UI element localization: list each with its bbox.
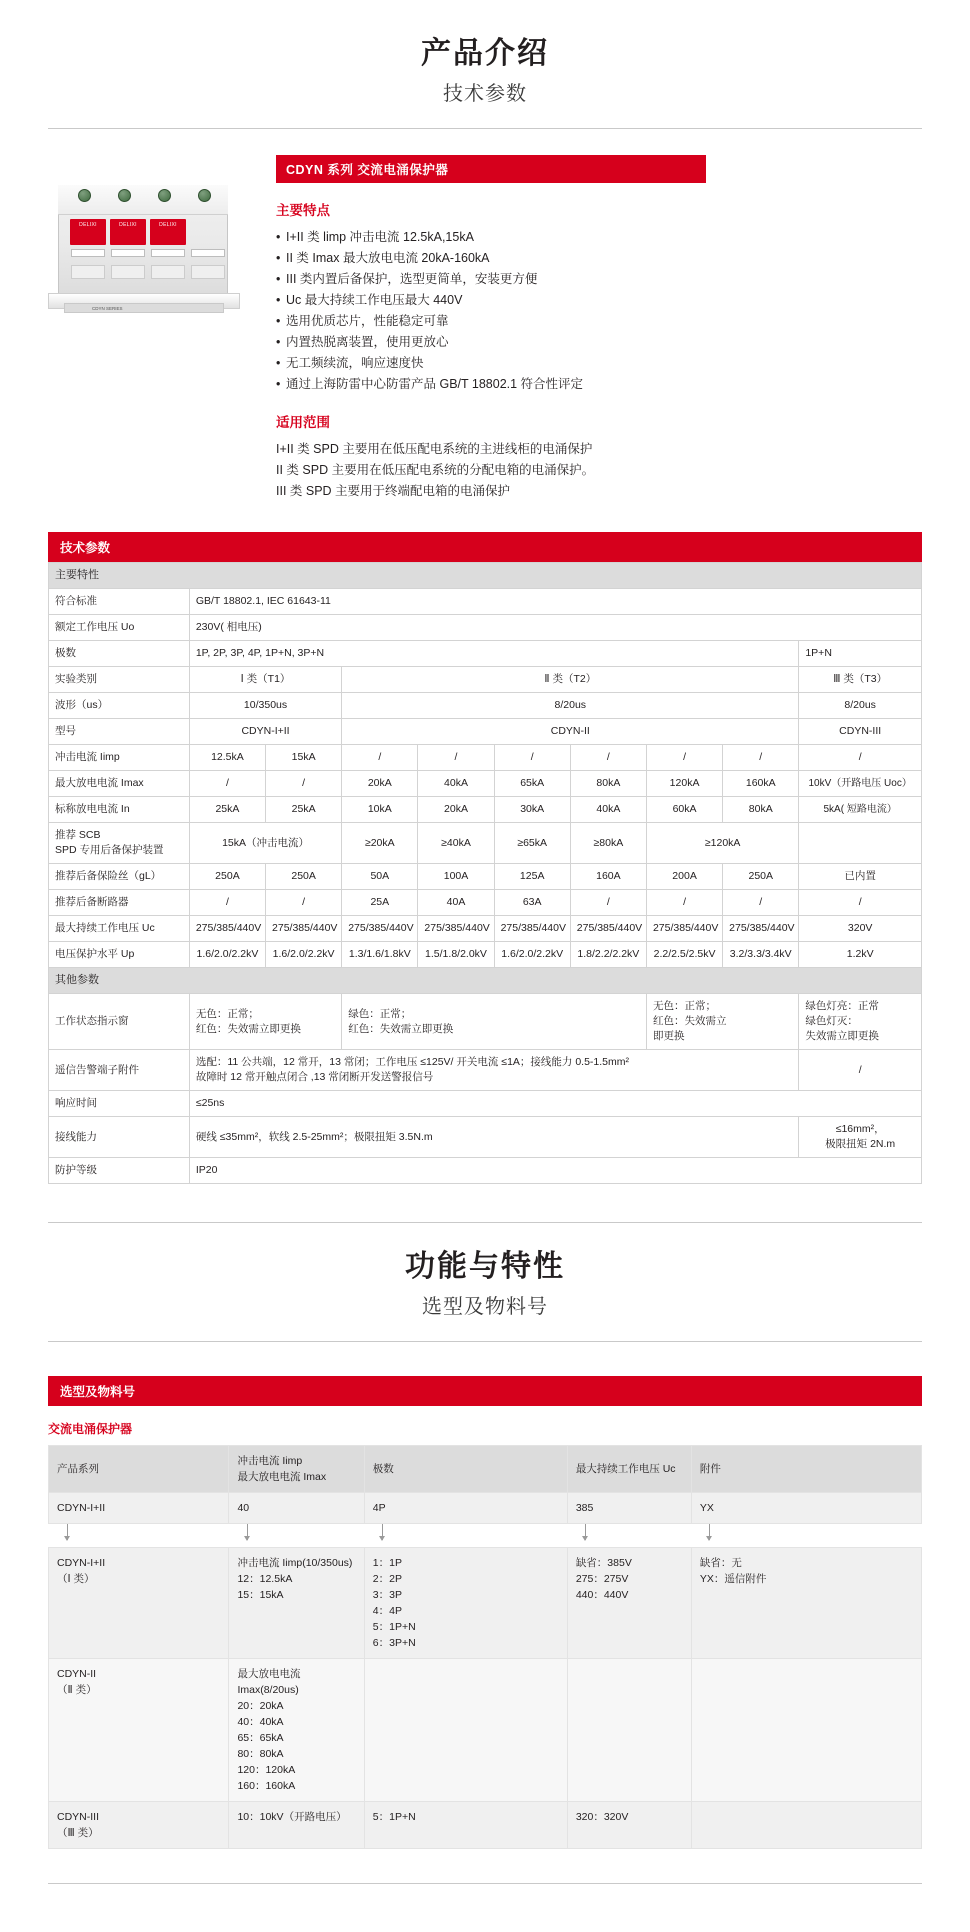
table-row — [49, 615, 922, 641]
cell-line1: 1：1P — [372, 1557, 402, 1569]
product-text — [266, 155, 922, 502]
cell: 硬线 ≤35mm²，软线 2.5-25mm²；极限扭矩 3.5N.m — [189, 1117, 799, 1158]
cell: 12.5kA — [189, 745, 265, 771]
cell-line2: （Ⅱ 类） — [57, 1684, 97, 1696]
brand-label: DELIXI — [79, 222, 97, 228]
second-title-block — [0, 1223, 970, 1319]
cell-line2: 红色：失效需立即更换 — [195, 1022, 301, 1035]
cell — [342, 994, 647, 1050]
cell: 275/385/440V — [723, 916, 799, 942]
cell: 5：1P+N — [364, 1802, 567, 1849]
table-row — [49, 797, 922, 823]
list-item: I+II 类 SPD 主要用在低压配电系统的主进线柜的电涌保护 — [276, 442, 593, 456]
row-label: 工作状态指示窗 — [49, 994, 190, 1050]
cell — [49, 1548, 229, 1659]
cell: CDYN-I+II — [49, 1493, 229, 1524]
cell — [799, 1117, 922, 1158]
row-label-line2: SPD 专用后备保护装置 — [55, 844, 164, 856]
cell-line2: YX：遥信附件 — [699, 1573, 767, 1585]
cell: 120kA — [646, 771, 722, 797]
table-row — [49, 1548, 922, 1659]
table-row — [49, 1659, 922, 1802]
cell: 65kA — [494, 771, 570, 797]
cell-line1: CDYN-III — [57, 1811, 99, 1823]
cell: 250A — [189, 864, 265, 890]
cell: / — [646, 890, 722, 916]
row-label: 实验类别 — [49, 667, 190, 693]
cell: / — [646, 745, 722, 771]
cell: CDYN-III — [799, 719, 922, 745]
cell: 10kV（开路电压 Uoc） — [799, 771, 922, 797]
arrow-down-icon — [247, 1524, 248, 1540]
list-item: II 类 SPD 主要用在低压配电系统的分配电箱的电涌保护。 — [276, 463, 595, 477]
cell: 320：320V — [567, 1802, 691, 1849]
selection-section-title: 选型及物料号 — [48, 1376, 922, 1406]
cell: 1.8/2.2/2.2kV — [570, 942, 646, 968]
cell: 40kA — [570, 797, 646, 823]
cell-line1: 绿色：正常； — [348, 1007, 412, 1020]
cell: 160kA — [723, 771, 799, 797]
cell: / — [799, 890, 922, 916]
page-title: 产品介绍 — [421, 37, 549, 70]
cell-line5: 80：80kA — [237, 1748, 284, 1760]
column-header — [229, 1446, 364, 1493]
cell: / — [799, 745, 922, 771]
table-row — [49, 745, 922, 771]
cell-line1: 无色：正常； — [195, 1007, 259, 1020]
cell: 3.2/3.3/3.4kV — [723, 942, 799, 968]
cell: 10kA — [342, 797, 418, 823]
row-label: 推荐后备断路器 — [49, 890, 190, 916]
features-heading: 主要特点 — [276, 203, 330, 218]
cell: 5kA( 短路电流） — [799, 797, 922, 823]
arrow-down-icon — [382, 1524, 383, 1540]
cell: YX — [691, 1493, 921, 1524]
row-value: 1P, 2P, 3P, 4P, 1P+N, 3P+N — [189, 641, 799, 667]
row-label: 电压保护水平 Up — [49, 942, 190, 968]
row-label: 额定工作电压 Uo — [49, 615, 190, 641]
list-item: • 选用优质芯片，性能稳定可靠 — [276, 311, 922, 332]
cell-line2: （Ⅲ 类） — [57, 1827, 99, 1839]
cell — [567, 1659, 691, 1802]
row-label-line1: 推荐 SCB — [55, 829, 101, 841]
table-row — [49, 1524, 922, 1548]
arrow-cell — [49, 1524, 229, 1548]
cell: 1.6/2.0/2.2kV — [494, 942, 570, 968]
cell: 20kA — [418, 797, 494, 823]
cell: Ⅰ 类（T1） — [189, 667, 341, 693]
cell — [189, 1050, 799, 1091]
cell: ≥40kA — [418, 823, 494, 864]
footer-spacer — [0, 1884, 970, 1932]
page-title-block — [0, 0, 970, 106]
cell — [799, 823, 922, 864]
product-image — [48, 155, 266, 502]
table-row — [49, 771, 922, 797]
cell-line2: 2：2P — [372, 1573, 402, 1585]
table-row — [49, 693, 922, 719]
cell: 25kA — [266, 797, 342, 823]
cell: / — [723, 745, 799, 771]
cell: / — [570, 890, 646, 916]
cell — [799, 994, 922, 1050]
table-row — [49, 719, 922, 745]
table-row — [49, 641, 922, 667]
cell-line1: 缺省：385V — [575, 1557, 632, 1569]
column-header: 最大持续工作电压 Uc — [567, 1446, 691, 1493]
cell: 20kA — [342, 771, 418, 797]
cell: 15kA（冲击电流） — [189, 823, 341, 864]
list-item: • I+II 类 limp 冲击电流 12.5kA,15kA — [276, 227, 922, 248]
cell: 8/20us — [799, 693, 922, 719]
cell: 已内置 — [799, 864, 922, 890]
arrow-down-icon — [67, 1524, 68, 1540]
table-row — [49, 916, 922, 942]
row-label: 接线能力 — [49, 1117, 190, 1158]
column-header-line1: 冲击电流 Iimp — [237, 1455, 303, 1467]
row-label: 标称放电电流 In — [49, 797, 190, 823]
cell-line1: 无色：正常； — [652, 1000, 716, 1012]
cell-line1: 最大放电电流 Imax(8/20us) — [237, 1668, 301, 1696]
cell: / — [266, 771, 342, 797]
cell: Ⅲ 类（T3） — [799, 667, 922, 693]
page-subtitle: 技术参数 — [443, 83, 527, 105]
cell-line3: 15：15kA — [237, 1589, 284, 1601]
features-list — [276, 227, 922, 395]
cell: 200A — [646, 864, 722, 890]
cell — [691, 1802, 921, 1849]
table-row — [49, 1158, 922, 1184]
cell: / — [723, 890, 799, 916]
cell-line2: （Ⅰ 类） — [57, 1573, 95, 1585]
cell: 30kA — [494, 797, 570, 823]
cell — [567, 1548, 691, 1659]
table-row — [49, 942, 922, 968]
table-row — [49, 890, 922, 916]
cell: ≤25ns — [189, 1091, 921, 1117]
cell: 250A — [723, 864, 799, 890]
cell-line1: 冲击电流 Iimp(10/350us) — [237, 1557, 353, 1569]
cell: Ⅱ 类（T2） — [342, 667, 799, 693]
cell-line6: 6：3P+N — [372, 1637, 416, 1649]
cell-line6: 120：120kA — [237, 1764, 296, 1776]
row-label: 符合标准 — [49, 589, 190, 615]
cell — [229, 1548, 364, 1659]
arrow-cell — [691, 1524, 921, 1548]
cell: 275/385/440V — [570, 916, 646, 942]
cell: 1.6/2.0/2.2kV — [266, 942, 342, 968]
cell — [691, 1659, 921, 1802]
cell — [364, 1548, 567, 1659]
row-label: 最大持续工作电压 Uc — [49, 916, 190, 942]
cell-line2: 红色：失效需立即更换 — [348, 1022, 454, 1035]
cell-line1: CDYN-II — [57, 1668, 97, 1680]
cell: 320V — [799, 916, 922, 942]
spec-group-1: 主要特性 — [49, 563, 922, 589]
selection-table — [48, 1445, 922, 1849]
cell: 275/385/440V — [418, 916, 494, 942]
second-page-title: 功能与特性 — [405, 1250, 565, 1283]
cell: / — [189, 771, 265, 797]
cell-line3: 3：3P — [372, 1589, 402, 1601]
column-header: 极数 — [364, 1446, 567, 1493]
cell: 125A — [494, 864, 570, 890]
table-row — [49, 1117, 922, 1158]
cell: ≥120kA — [646, 823, 798, 864]
list-item: III 类 SPD 主要用于终端配电箱的电涌保护 — [276, 484, 511, 498]
cell — [49, 1802, 229, 1849]
row-value-last: 1P+N — [799, 641, 922, 667]
cell-line1: 绿色灯亮：正常 — [805, 1000, 879, 1012]
table-row — [49, 1493, 922, 1524]
cell: / — [266, 890, 342, 916]
table-row — [49, 1091, 922, 1117]
cell: 25A — [342, 890, 418, 916]
row-label: 波形（us） — [49, 693, 190, 719]
cell: CDYN-I+II — [189, 719, 341, 745]
cell: 40A — [418, 890, 494, 916]
row-label: 防护等级 — [49, 1158, 190, 1184]
cell-line2: 红色：失效需立 — [652, 1015, 727, 1027]
scope-list — [276, 439, 922, 502]
cell: / — [799, 1050, 922, 1091]
arrow-down-icon — [585, 1524, 586, 1540]
cell — [646, 994, 798, 1050]
cell: 60kA — [646, 797, 722, 823]
cell: 80kA — [723, 797, 799, 823]
arrow-cell — [229, 1524, 364, 1548]
cell: 275/385/440V — [646, 916, 722, 942]
second-header-divider — [48, 1341, 922, 1342]
list-item: • 无工频续流，响应速度快 — [276, 353, 922, 374]
list-item: • Uc 最大持续工作电压最大 440V — [276, 290, 922, 311]
row-value: 230V( 相电压) — [189, 615, 921, 641]
cell-line2: 20：20kA — [237, 1700, 284, 1712]
cell: / — [570, 745, 646, 771]
table-row — [49, 667, 922, 693]
cell-line7: 160：160kA — [237, 1780, 296, 1792]
cell: 10/350us — [189, 693, 341, 719]
cell — [364, 1659, 567, 1802]
cell: ≥65kA — [494, 823, 570, 864]
arrow-down-icon — [709, 1524, 710, 1540]
spec-table — [48, 562, 922, 1184]
cell: 8/20us — [342, 693, 799, 719]
table-row — [49, 1802, 922, 1849]
table-row — [49, 968, 922, 994]
cell: 275/385/440V — [342, 916, 418, 942]
cell: ≥20kA — [342, 823, 418, 864]
list-item: • II 类 Imax 最大放电电流 20kA-160kA — [276, 248, 922, 269]
cell: 1.3/1.6/1.8kV — [342, 942, 418, 968]
cell-line3: 即更换 — [652, 1030, 685, 1042]
row-label: 型号 — [49, 719, 190, 745]
cell: 100A — [418, 864, 494, 890]
cell-line4: 4：4P — [372, 1605, 402, 1617]
cell: / — [494, 745, 570, 771]
spec-section-title: 技术参数 — [48, 532, 922, 562]
cell: 250A — [266, 864, 342, 890]
cell: CDYN-II — [342, 719, 799, 745]
cell — [229, 1659, 364, 1802]
scope-heading: 适用范围 — [276, 415, 330, 430]
cell: ≥80kA — [570, 823, 646, 864]
cell: 50A — [342, 864, 418, 890]
row-label — [49, 823, 190, 864]
cell: / — [342, 745, 418, 771]
table-row — [49, 1050, 922, 1091]
table-row — [49, 1446, 922, 1493]
cell-line2: 绿色灯灭： — [805, 1015, 858, 1027]
cell: / — [418, 745, 494, 771]
cell-line3: 40：40kA — [237, 1716, 284, 1728]
cell: 80kA — [570, 771, 646, 797]
spec-group-2: 其他参数 — [49, 968, 922, 994]
list-item: • 通过上海防雷中心防雷产品 GB/T 18802.1 符合性评定 — [276, 374, 922, 395]
arrow-cell — [364, 1524, 567, 1548]
cell: 160A — [570, 864, 646, 890]
row-label: 推荐后备保险丝（gL） — [49, 864, 190, 890]
cell: / — [189, 890, 265, 916]
cell: 40 — [229, 1493, 364, 1524]
cell-line1: CDYN-I+II — [57, 1557, 106, 1569]
cell: 63A — [494, 890, 570, 916]
cell-line2: 12：12.5kA — [237, 1573, 293, 1585]
cell: 275/385/440V — [494, 916, 570, 942]
column-header: 附件 — [691, 1446, 921, 1493]
list-item: • III 类内置后备保护，选型更简单，安装更方便 — [276, 269, 922, 290]
row-label: 遥信告警端子附件 — [49, 1050, 190, 1091]
cell: 385 — [567, 1493, 691, 1524]
arrow-cell — [567, 1524, 691, 1548]
selection-subtitle: 交流电涌保护器 — [48, 1422, 133, 1436]
cell-line1: 缺省：无 — [699, 1557, 742, 1569]
column-header-line2: 最大放电电流 Imax — [237, 1471, 327, 1483]
cell: 275/385/440V — [266, 916, 342, 942]
list-item: • 内置热脱离装置，使用更放心 — [276, 332, 922, 353]
cell: 25kA — [189, 797, 265, 823]
cell-line4: 65：65kA — [237, 1732, 284, 1744]
cell-line3: 失效需立即更换 — [805, 1030, 879, 1042]
product-intro — [0, 129, 970, 502]
table-row — [49, 994, 922, 1050]
cell: 1.2kV — [799, 942, 922, 968]
cell: 40kA — [418, 771, 494, 797]
cell: 15kA — [266, 745, 342, 771]
cell-line5: 5：1P+N — [372, 1621, 416, 1633]
cell: 275/385/440V — [189, 916, 265, 942]
row-label: 极数 — [49, 641, 190, 667]
second-page-subtitle: 选型及物料号 — [422, 1296, 548, 1318]
row-label: 响应时间 — [49, 1091, 190, 1117]
row-label: 最大放电电流 Imax — [49, 771, 190, 797]
cell: 4P — [364, 1493, 567, 1524]
table-row — [49, 563, 922, 589]
row-label: 冲击电流 Iimp — [49, 745, 190, 771]
cell: 10：10kV（开路电压） — [229, 1802, 364, 1849]
cell — [691, 1548, 921, 1659]
table-row — [49, 589, 922, 615]
cell: IP20 — [189, 1158, 921, 1184]
product-banner: CDYN 系列 交流电涌保护器 — [276, 155, 706, 183]
cell — [189, 994, 341, 1050]
cell-line2: 极限扭矩 2N.m — [825, 1138, 896, 1150]
table-row — [49, 823, 922, 864]
table-row — [49, 864, 922, 890]
cell: 2.2/2.5/2.5kV — [646, 942, 722, 968]
cell-line2: 275：275V — [575, 1573, 629, 1585]
cell-line2: 故障时 12 常开触点闭合 ,13 常闭断开发送警报信号 — [195, 1071, 434, 1083]
cell: 1.6/2.0/2.2kV — [189, 942, 265, 968]
spd-device-illustration: DELIXI DELIXI DELIXI CDYN SERIES — [48, 175, 248, 325]
cell-line1: 选配：11 公共端，12 常开，13 常闭；工作电压 ≤125V/ 开关电流 ≤1A；接线能力 0.5-1.5mm² — [195, 1056, 630, 1068]
cell — [49, 1659, 229, 1802]
row-value: GB/T 18802.1, IEC 61643-11 — [189, 589, 921, 615]
cell-line1: ≤16mm²， — [835, 1123, 885, 1135]
cell: 1.5/1.8/2.0kV — [418, 942, 494, 968]
cell-line3: 440：440V — [575, 1589, 629, 1601]
column-header: 产品系列 — [49, 1446, 229, 1493]
